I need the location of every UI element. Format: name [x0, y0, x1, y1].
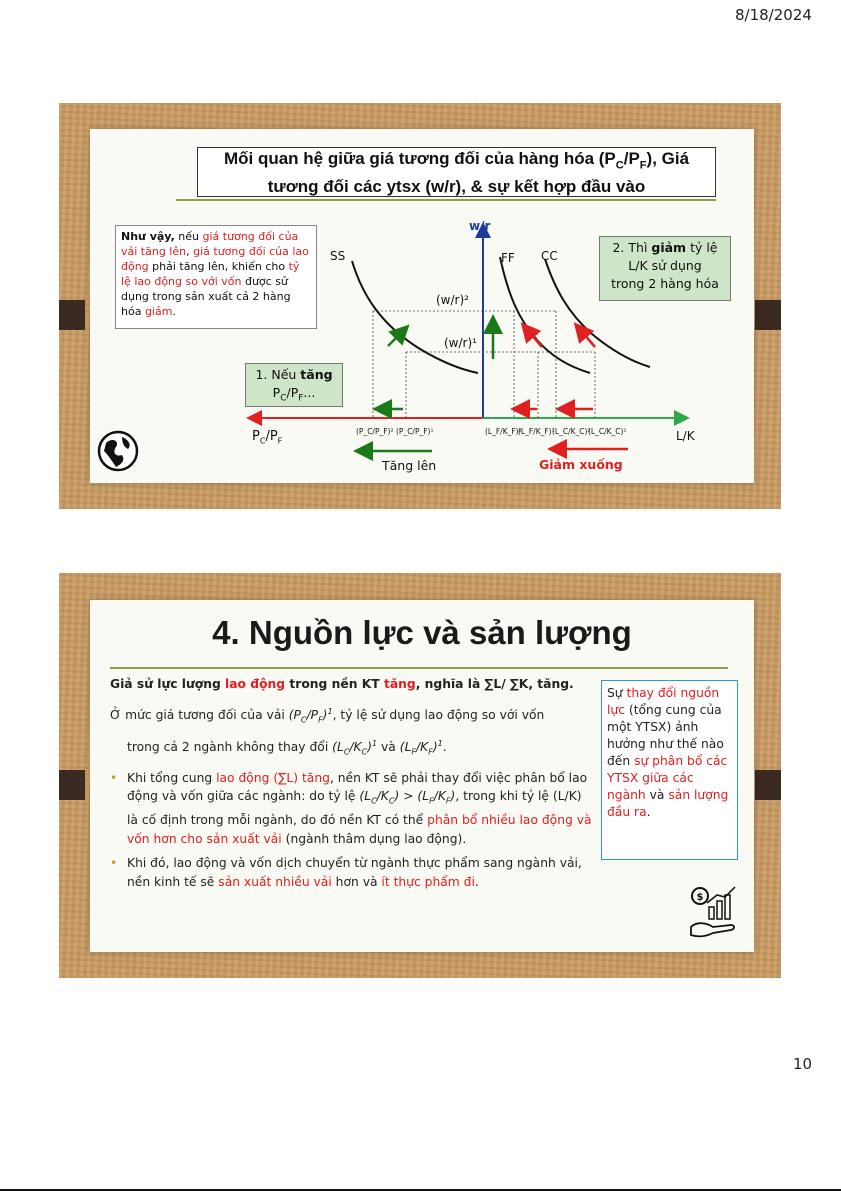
sidebar-question-box: Sự thay đổi nguồn lực (tổng cung của một YTSX) ảnh hưởng như thế nào đến sự phân bổ các YTSX giữa các ngành và sản lượng đầu ra. [601, 680, 738, 860]
curve-ss [352, 261, 478, 373]
bullet-reallocation: • Khi đó, lao động và vốn dịch chuyển từ ngành thực phẩm sang ngành vải, nền kinh tế sẽ sản xuất nhiều vải hơn và ít thực phẩm đi. [110, 854, 592, 891]
y-axis-label: w/r [469, 219, 491, 233]
tick-lc-kc-1: (L_C/K_C)¹ [588, 427, 627, 436]
increase-label: Tăng lên [382, 458, 437, 473]
page-date: 8/18/2024 [735, 6, 812, 24]
title-underline [110, 667, 728, 669]
svg-text:$: $ [696, 892, 704, 903]
slide-relative-prices [59, 103, 781, 509]
tick-pc-pf-2: (P_C/P_F)² [356, 427, 394, 436]
tick-pc-pf-1: (P_C/P_F)¹ [396, 427, 434, 436]
slide-tab-right [755, 300, 781, 330]
paragraph-ratio: Ở mức giá tương đối của vải $(P_C/P_F)^1$, tỷ lệ sử dụng lao động so với vốn [110, 706, 545, 725]
slide-title: 4. Nguồn lực và sản lượng [212, 614, 632, 651]
x-axis-left-label: $P_C/P_F$ [252, 429, 283, 446]
slide-content [90, 600, 754, 952]
slide-resources-output [59, 573, 781, 978]
slide-content [90, 129, 754, 483]
note-step-1: 1. Nếu tăng $P_C/P_F$... [245, 363, 343, 407]
tick-lf-kf-2: (L_F/K_F)² [485, 427, 522, 436]
decrease-label: Giảm xuống [539, 457, 623, 472]
slide-title-box: Mối quan hệ giữa giá tương đối của hàng hóa $(P_C/P_F)$, Giá tương đối các ytsx (w/r), & sự kết hợp đầu vào [197, 147, 716, 197]
curve-cc [545, 259, 650, 367]
wr2-label: (w/r)² [436, 293, 469, 307]
tick-lc-kc-2: (L_C/K_C)² [552, 427, 591, 436]
assumption-line: Giả sử lực lượng lao động trong nền KT tăng, nghĩa là ∑L/ ∑K, tăng. [110, 677, 574, 691]
slide-body [110, 675, 592, 891]
curve-label-cc: CC [541, 249, 558, 263]
page-number: 10 [793, 1055, 813, 1073]
growth-chart-icon [687, 883, 739, 941]
globe-icon [99, 432, 137, 470]
arrow-ff-up [524, 326, 542, 347]
x-axis-right-label: L/K [676, 429, 695, 443]
slide-tab-left [59, 300, 85, 330]
paragraph-ratio-2: trong cả 2 ngành không thay đổi $(L_C/K_C)^1$ và $(L_F/K_F)^1$. [127, 738, 447, 757]
curve-label-ff: FF [501, 251, 515, 265]
bullet-labor-increase: • Khi tổng cung lao động (∑L) tăng, nền KT sẽ phải thay đổi việc phân bổ lao động và vốn giữa các ngành: do tỷ lệ $(L_C/K_C) > (L_F/K_F)$, trong khi tỷ lệ (L/K) là cố định trong mỗi ngành, do đó nền KT có thể phân bổ nhiều lao động và vốn hơn cho sản xuất vải (ngành thâm dụng lao động). [110, 769, 592, 848]
note-conclusion: Như vậy, nếu giá tương đối của vải tăng lên, giá tương đối của lao động phải tăng lên, khiến cho tỷ lệ lao động so với vốn được sử dụng trong sản xuất cả 2 hàng hóa giảm. [115, 225, 317, 329]
curve-label-ss: SS [330, 249, 346, 263]
note-step-2: 2. Thì giảm tỷ lệ L/K sử dụng trong 2 hàng hóa [599, 236, 731, 301]
tick-lf-kf-1: (L_F/K_F)¹ [518, 427, 555, 436]
curve-ff [500, 257, 590, 373]
slide-tab-right [755, 770, 781, 800]
wr1-label: (w/r)¹ [444, 336, 477, 350]
slide-tab-left [59, 770, 85, 800]
